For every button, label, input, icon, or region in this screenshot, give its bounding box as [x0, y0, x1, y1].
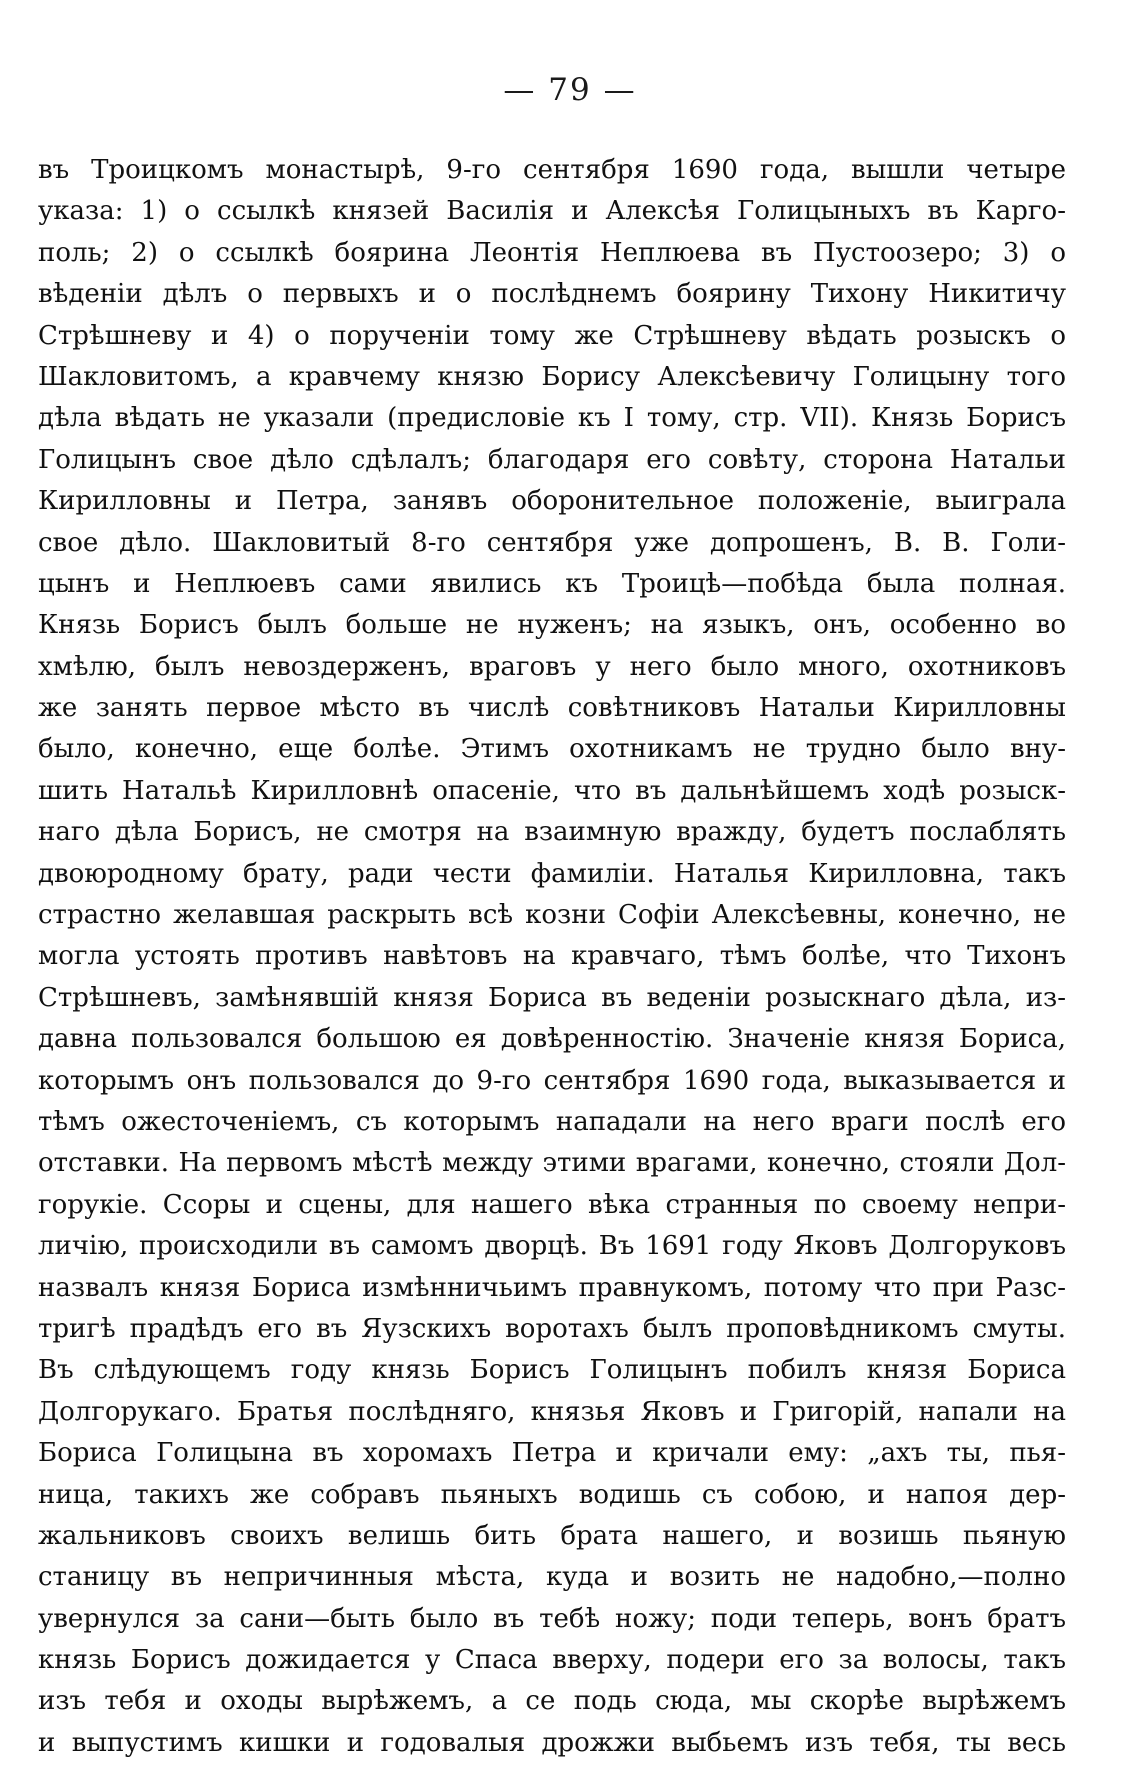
text-line: и выпустимъ кишки и годовалыя дрожжи выбьемъ изъ тебя, ты весь — [38, 1727, 1066, 1758]
text-line: же занять первое мѣсто въ числѣ совѣтниковъ Натальи Кирилловны — [38, 693, 1066, 724]
text-line: Шакловитомъ, а кравчему князю Борису Алексѣевичу Голицыну того — [38, 361, 1066, 392]
text-line: свое дѣло. Шакловитый 8-го сентября уже допрошенъ, В. В. Голи- — [38, 527, 1066, 558]
text-line: Бориса Голицына въ хоромахъ Петра и кричали ему: „ахъ ты, пья- — [38, 1438, 1066, 1469]
text-line: увернулся за сани—быть было въ тебѣ ножу; поди теперь, вонъ братъ — [38, 1603, 1066, 1634]
text-line: наго дѣла Борисъ, не смотря на взаимную вражду, будетъ послаблять — [38, 817, 1066, 848]
text-line: вѣденіи дѣлъ о первыхъ и о послѣднемъ боярину Тихону Никитичу — [38, 279, 1066, 310]
body-text — [38, 150, 1066, 1764]
text-line: ница, такихъ же собравъ пьяныхъ водишь съ собою, и напоя дер- — [38, 1479, 1066, 1510]
text-line: которымъ онъ пользовался до 9-го сентября 1690 года, выказывается и — [38, 1065, 1066, 1096]
text-line: въ Троицкомъ монастырѣ, 9-го сентября 1690 года, вышли четыре — [38, 155, 1066, 185]
text-line: могла устоять противъ навѣтовъ на кравчаго, тѣмъ болѣе, что Тихонъ — [38, 941, 1066, 972]
text-line: Въ слѣдующемъ году князь Борисъ Голицынъ побилъ князя Бориса — [38, 1355, 1066, 1386]
text-line: назвалъ князя Бориса измѣнничьимъ правнукомъ, потому что при Разс- — [38, 1272, 1066, 1303]
text-line: тѣмъ ожесточеніемъ, съ которымъ нападали на него враги послѣ его — [38, 1106, 1066, 1137]
text-line: станицу въ непричинныя мѣста, куда и возить не надобно,—полно — [38, 1562, 1066, 1593]
page-number: — 79 — — [503, 72, 637, 108]
text-line: дѣла вѣдать не указали (предисловіе къ I тому, стр. VII). Князь Борисъ — [38, 403, 1066, 434]
text-line: двоюродному брату, ради чести фамиліи. Наталья Кирилловна, такъ — [38, 858, 1066, 889]
text-line: жальниковъ своихъ велишь бить брата нашего, и возишь пьяную — [38, 1520, 1066, 1551]
text-line: личію, происходили въ самомъ дворцѣ. Въ 1691 году Яковъ Долгоруковъ — [38, 1231, 1066, 1262]
text-line: давна пользовался большою ея довѣренностію. Значеніе князя Бориса, — [38, 1024, 1066, 1055]
text-line: цынъ и Неплюевъ сами явились къ Троицѣ—побѣда была полная. — [38, 568, 1066, 599]
text-line: Стрѣшневъ, замѣнявшій князя Бориса въ веденіи розыскнаго дѣла, из- — [38, 982, 1066, 1013]
text-line: Стрѣшневу и 4) о порученіи тому же Стрѣшневу вѣдать розыскъ о — [38, 320, 1066, 351]
text-line: горукіе. Ссоры и сцены, для нашего вѣка странныя по своему непри- — [38, 1189, 1066, 1220]
text-line: шить Натальѣ Кирилловнѣ опасеніе, что въ дальнѣйшемъ ходѣ розыск- — [38, 775, 1066, 806]
text-line: Долгорукаго. Братья послѣдняго, князья Яковъ и Григорій, напали на — [38, 1396, 1066, 1427]
text-line: Голицынъ свое дѣло сдѣлалъ; благодаря его совѣту, сторона Натальи — [38, 444, 1066, 475]
text-line: страстно желавшая раскрыть всѣ козни Софіи Алексѣевны, конечно, не — [38, 900, 1066, 931]
text-line: изъ тебя и оходы вырѣжемъ, а се подь сюда, мы скорѣе вырѣжемъ — [38, 1686, 1066, 1717]
text-line: указа: 1) о ссылкѣ князей Василія и Алексѣя Голицыныхъ въ Карго- — [38, 196, 1066, 227]
text-line: Князь Борисъ былъ больше не нуженъ; на языкъ, онъ, особенно во — [38, 610, 1066, 641]
text-line: хмѣлю, былъ невоздерженъ, враговъ у него было много, охотниковъ — [38, 651, 1066, 682]
text-line: поль; 2) о ссылкѣ боярина Леонтія Неплюева въ Пустоозеро; 3) о — [38, 237, 1066, 268]
text-line: князь Борисъ дожидается у Спаса вверху, подери его за волосы, такъ — [38, 1645, 1066, 1676]
text-line: тригѣ прадѣдъ его въ Яузскихъ воротахъ былъ проповѣдникомъ смуты. — [38, 1313, 1066, 1344]
text-line: Кирилловны и Петра, занявъ оборонительное положеніе, выиграла — [38, 486, 1066, 517]
text-line: было, конечно, еще болѣе. Этимъ охотникамъ не трудно было вну- — [38, 734, 1066, 765]
text-line: отставки. На первомъ мѣстѣ между этими врагами, конечно, стояли Дол- — [38, 1148, 1066, 1179]
